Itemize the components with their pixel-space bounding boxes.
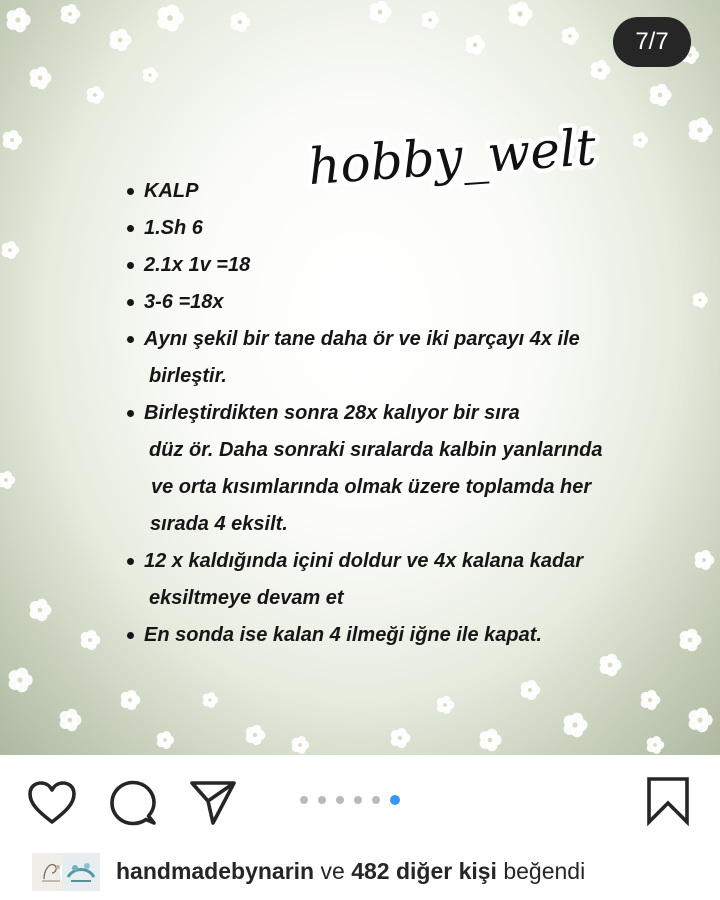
recipe-line: eksiltmeye devam et [149, 587, 344, 609]
carousel-dot [336, 796, 344, 804]
recipe-line: 3-6 =18x [144, 291, 224, 313]
recipe-line: ve orta kısımlarında olmak üzere toplamda her [151, 476, 592, 498]
bookmark-icon[interactable] [645, 776, 691, 826]
recipe-line: 2.1x 1v =18 [144, 254, 251, 276]
recipe-line: düz ör. Daha sonraki sıralarda kalbin yanlarında [149, 439, 603, 461]
others-count-link[interactable]: 482 diğer kişi [351, 858, 497, 884]
recipe-line: birleştir. [149, 365, 227, 387]
carousel-dot [300, 796, 308, 804]
share-icon[interactable] [188, 777, 238, 827]
recipe-item [126, 321, 686, 395]
recipe-line: En sonda ise kalan 4 ilmeği iğne ile kapat. [144, 624, 542, 646]
recipe-line: KALP [144, 180, 199, 202]
likes-text [116, 858, 585, 885]
recipe-item [126, 284, 686, 321]
carousel-dot-active [390, 795, 400, 805]
likes-connector: ve [314, 858, 352, 884]
recipe-text [126, 173, 686, 654]
recipe-line: sırada 4 eksilt. [150, 513, 288, 535]
likes-row [30, 845, 710, 895]
recipe-line: Birleştirdikten sonra 28x kalıyor bir sıra [144, 402, 520, 424]
recipe-line: 12 x kaldığında içini doldur ve 4x kalana kadar [144, 550, 584, 572]
recipe-item [126, 617, 686, 654]
recipe-item [126, 247, 686, 284]
comment-icon[interactable] [108, 779, 158, 829]
liker-avatars[interactable] [30, 851, 102, 891]
likes-suffix: beğendi [496, 858, 586, 884]
carousel-dot [354, 796, 362, 804]
liker-username[interactable]: handmadebynarin [116, 858, 315, 884]
recipe-line: Aynı şekil bir tane daha ör ve iki parçayı 4x ile [144, 328, 580, 350]
recipe-line: 1.Sh 6 [144, 217, 203, 239]
watermark-text: hobby_welt [306, 118, 598, 197]
carousel-dot [372, 796, 380, 804]
carousel-counter-badge: 7/7 [613, 17, 691, 67]
recipe-item [126, 395, 686, 543]
carousel-indicator [300, 795, 402, 805]
carousel-dot [318, 796, 326, 804]
recipe-item [126, 210, 686, 247]
recipe-item [126, 543, 686, 617]
recipe-item [126, 173, 686, 210]
heart-icon[interactable] [27, 780, 77, 826]
avatar [60, 851, 102, 893]
